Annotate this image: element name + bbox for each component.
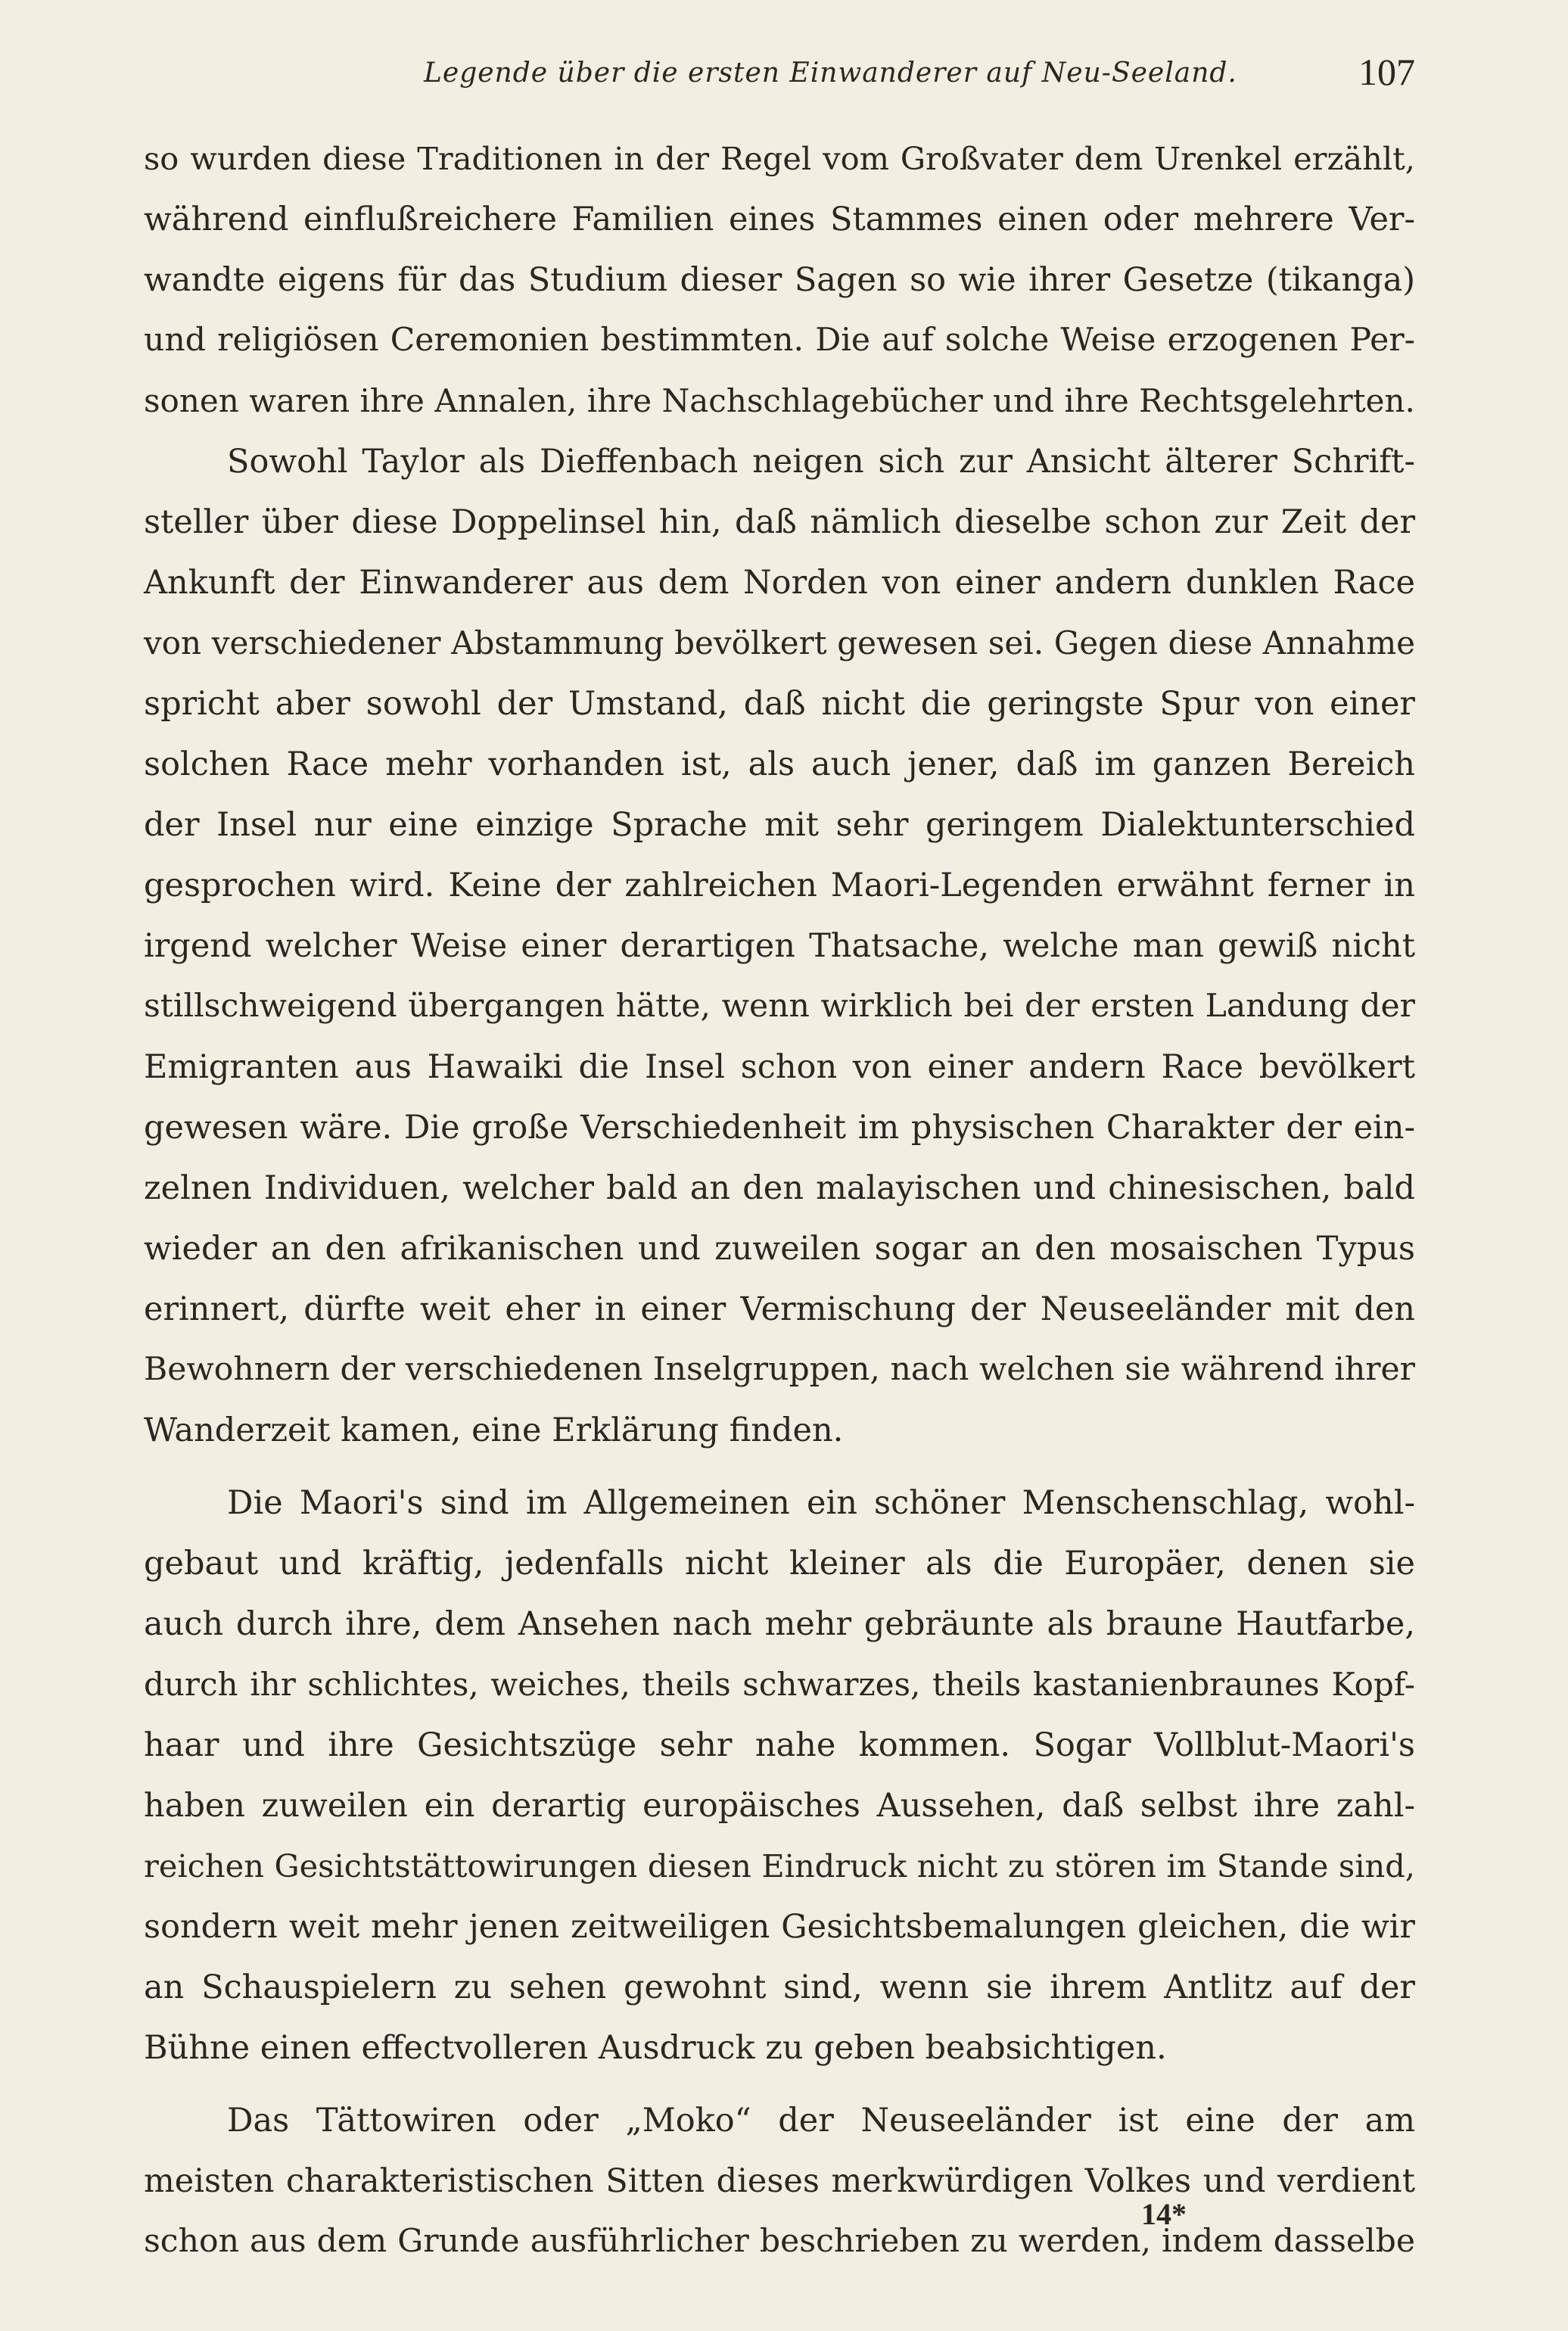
paragraph — [144, 2090, 1415, 2272]
text-line: Ankunft der Einwanderer aus dem Norden von einer andern dunklen Race — [144, 564, 1415, 602]
text-line: Das Tättowiren oder „Moko“ der Neuseeländer ist eine der am — [227, 2102, 1415, 2140]
text-line: solchen Race mehr vorhanden ist, als auch jener, daß im ganzen Bereich — [144, 745, 1415, 783]
text-line: stillschweigend übergangen hätte, wenn wirklich bei der ersten Landung der — [144, 988, 1415, 1025]
text-line: durch ihr schlichtes, weiches, theils schwarzes, theils kastanienbraunes Kopf- — [144, 1666, 1415, 1703]
text-line: Bühne einen effectvolleren Ausdruck zu geben beabsichtigen. — [144, 2029, 1167, 2067]
text-line: während einflußreichere Familien eines Stammes einen oder mehrere Ver- — [144, 201, 1415, 238]
text-line: wandte eigens für das Studium dieser Sagen so wie ihrer Gesetze (tikanga) — [144, 261, 1415, 299]
running-head — [144, 50, 1415, 110]
running-title: Legende über die ersten Einwanderer auf Neu-Seeland. — [424, 58, 1237, 89]
paragraph — [144, 129, 1415, 431]
text-line: Bewohnern der verschiedenen Inselgruppen, nach welchen sie während ihrer — [144, 1351, 1415, 1388]
text-line: zelnen Individuen, welcher bald an den malayischen und chinesischen, bald — [144, 1169, 1415, 1207]
text-line: und religiösen Ceremonien bestimmten. Die auf solche Weise erzogenen Per- — [144, 322, 1415, 359]
text-line: Emigranten aus Hawaiki die Insel schon von einer andern Race bevölkert — [144, 1048, 1415, 1086]
text-line: der Insel nur eine einzige Sprache mit sehr geringem Dialektunterschied — [144, 806, 1415, 844]
text-line: reichen Gesichtstättowirungen diesen Eindruck nicht zu stören im Stande sind, — [144, 1847, 1415, 1884]
text-line: an Schauspielern zu sehen gewohnt sind, wenn sie ihrem Antlitz auf der — [144, 1968, 1415, 2006]
text-line: wieder an den afrikanischen und zuweilen sogar an den mosaischen Typus — [144, 1230, 1415, 1268]
text-line: haar und ihre Gesichtszüge sehr nahe kommen. Sogar Vollblut-Maori's — [144, 1726, 1415, 1764]
text-line: sondern weit mehr jenen zeitweiligen Gesichtsbemalungen gleichen, die wir — [144, 1908, 1415, 1946]
text-line: Die Maori's sind im Allgemeinen ein schöner Menschenschlag, wohl- — [227, 1484, 1415, 1522]
text-line: sonen waren ihre Annalen, ihre Nachschlagebücher und ihre Rechtsgelehrten. — [144, 382, 1415, 419]
text-line: steller über diese Doppelinsel hin, daß nämlich dieselbe schon zur Zeit der — [144, 503, 1415, 541]
text-line: auch durch ihre, dem Ansehen nach mehr gebräunte als braune Hautfarbe, — [144, 1605, 1415, 1643]
text-line: irgend welcher Weise einer derartigen Thatsache, welche man gewiß nicht — [144, 927, 1415, 965]
text-line: meisten charakteristischen Sitten dieses merkwürdigen Volkes und verdient — [144, 2162, 1415, 2200]
text-line: schon aus dem Grunde ausführlicher beschrieben zu werden, indem dasselbe — [144, 2223, 1415, 2260]
text-line: gewesen wäre. Die große Verschiedenheit im physischen Charakter der ein- — [144, 1109, 1415, 1147]
signature-mark: 14* — [1141, 2197, 1187, 2231]
text-line: erinnert, dürfte weit eher in einer Vermischung der Neuseeländer mit den — [144, 1290, 1415, 1328]
paragraph — [144, 1473, 1415, 2078]
text-line: von verschiedener Abstammung bevölkert gewesen sei. Gegen diese Annahme — [144, 624, 1415, 661]
text-line: gebaut und kräftig, jedenfalls nicht kleiner als die Europäer, denen sie — [144, 1545, 1415, 1583]
page-number: 107 — [1358, 51, 1415, 93]
text-line: haben zuweilen ein derartig europäisches Aussehen, daß selbst ihre zahl- — [144, 1787, 1415, 1825]
text-line: spricht aber sowohl der Umstand, daß nicht die geringste Spur von einer — [144, 685, 1415, 723]
text-line: so wurden diese Traditionen in der Regel vom Großvater dem Urenkel erzählt, — [144, 140, 1415, 177]
text-line: Sowohl Taylor als Dieffenbach neigen sich zur Ansicht älterer Schrift- — [227, 443, 1415, 481]
text-line: Wanderzeit kamen, eine Erklärung finden. — [144, 1411, 844, 1449]
paragraph — [144, 431, 1415, 1461]
body-text — [144, 129, 1415, 2272]
text-line: gesprochen wird. Keine der zahlreichen Maori-Legenden erwähnt ferner in — [144, 867, 1415, 904]
